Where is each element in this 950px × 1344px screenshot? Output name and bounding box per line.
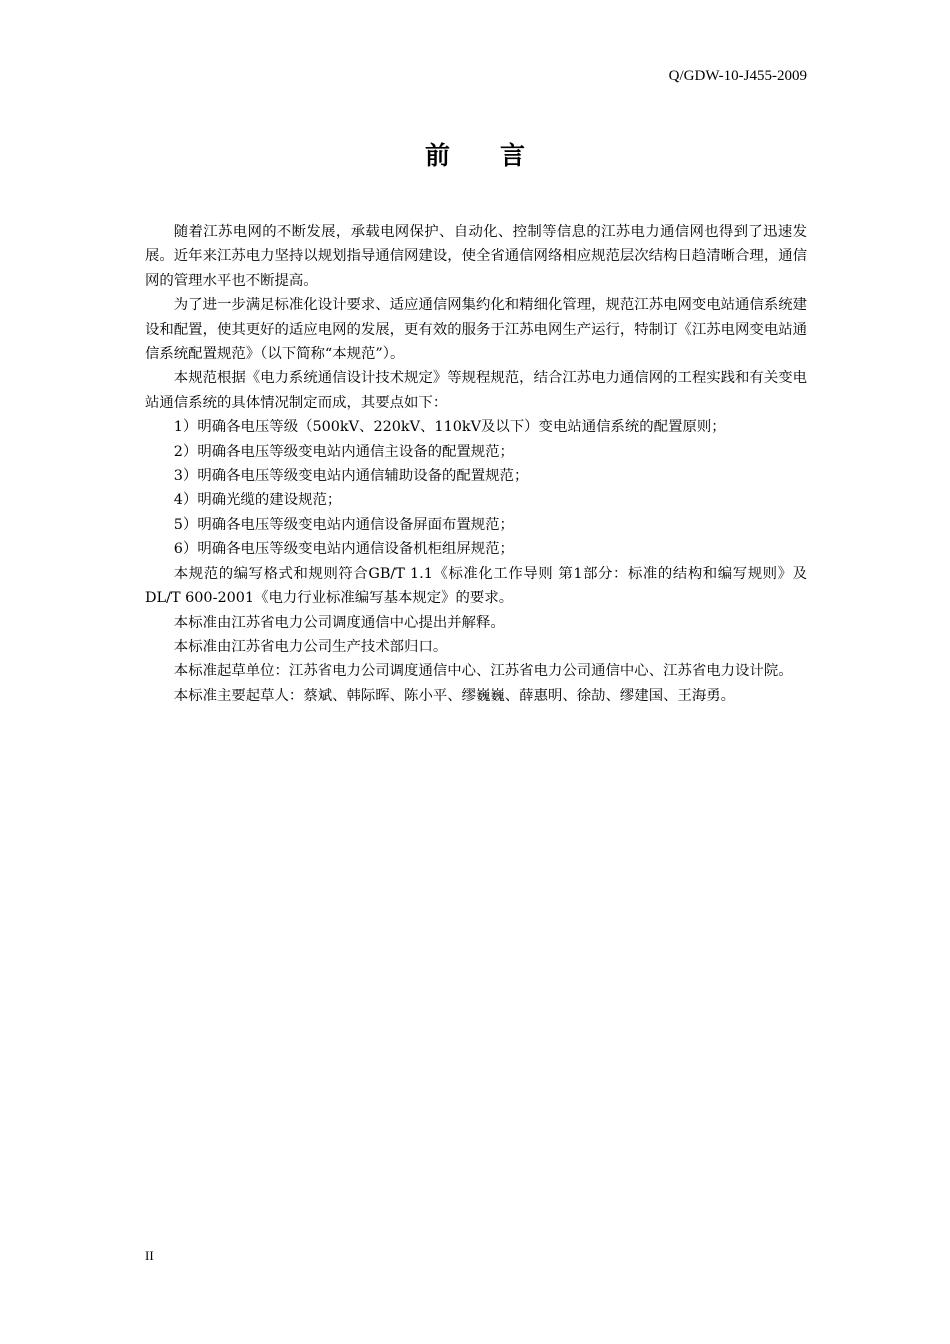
paragraph-purpose: 为了进一步满足标准化设计要求、适应通信网集约化和精细化管理，规范江苏电网变电站通信系统建设和配置，使其更好的适应电网的发展，更有效的服务于江苏电网生产运行，特制订《江苏电网变电站通信系统配置规范》（以下简称“本规范”）。: [145, 297, 807, 363]
page-title: 前言: [424, 141, 575, 170]
list-item: 5）明确各电压等级变电站内通信设备屏面布置规范；: [173, 516, 514, 533]
list-item: 2）明确各电压等级变电站内通信主设备的配置规范；: [173, 443, 514, 460]
list-item: 6）明确各电压等级变电站内通信设备机柜组屏规范；: [173, 541, 514, 558]
body-text: [145, 220, 807, 708]
document-id: Q/GDW-10-J455-2009: [668, 68, 807, 84]
paragraph-background: 随着江苏电网的不断发展，承载电网保护、自动化、控制等信息的江苏电力通信网也得到了迅速发展。近年来江苏电力坚持以规划指导通信网建设，使全省通信网络相应规范层次结构日趋清晰合理，通信网的管理水平也不断提高。: [145, 224, 807, 289]
paragraph-drafters: 本标准主要起草人：蔡斌、韩际晖、陈小平、缪巍巍、薛惠明、徐劼、缪建国、王海勇。: [173, 687, 736, 704]
paragraph-proposer: 本标准由江苏省电力公司调度通信中心提出并解释。: [173, 614, 505, 631]
paragraph-basis: 本规范根据《电力系统通信设计技术规定》等规程规范，结合江苏电力通信网的工程实践和有关变电站通信系统的具体情况制定而成，其要点如下：: [145, 370, 807, 411]
page-number: II: [145, 1248, 154, 1263]
list-item: 4）明确光缆的建设规范；: [173, 492, 342, 509]
paragraph-centralized: 本标准由江苏省电力公司生产技术部归口。: [173, 638, 448, 655]
paragraph-format: 本规范的编写格式和规则符合GB/T 1.1《标准化工作导则 第1部分：标准的结构和编写规则》及DL/T 600-2001《电力行业标准编写基本规定》的要求。: [145, 565, 807, 607]
list-item: 3）明确各电压等级变电站内通信辅助设备的配置规范；: [173, 468, 529, 485]
list-item: 1）明确各电压等级（500kV、220kV、110kV及以下）变电站通信系统的配置原则；: [173, 419, 726, 436]
paragraph-drafting-units: 本标准起草单位：江苏省电力公司调度通信中心、江苏省电力公司通信中心、江苏省电力设计院。: [173, 663, 793, 680]
